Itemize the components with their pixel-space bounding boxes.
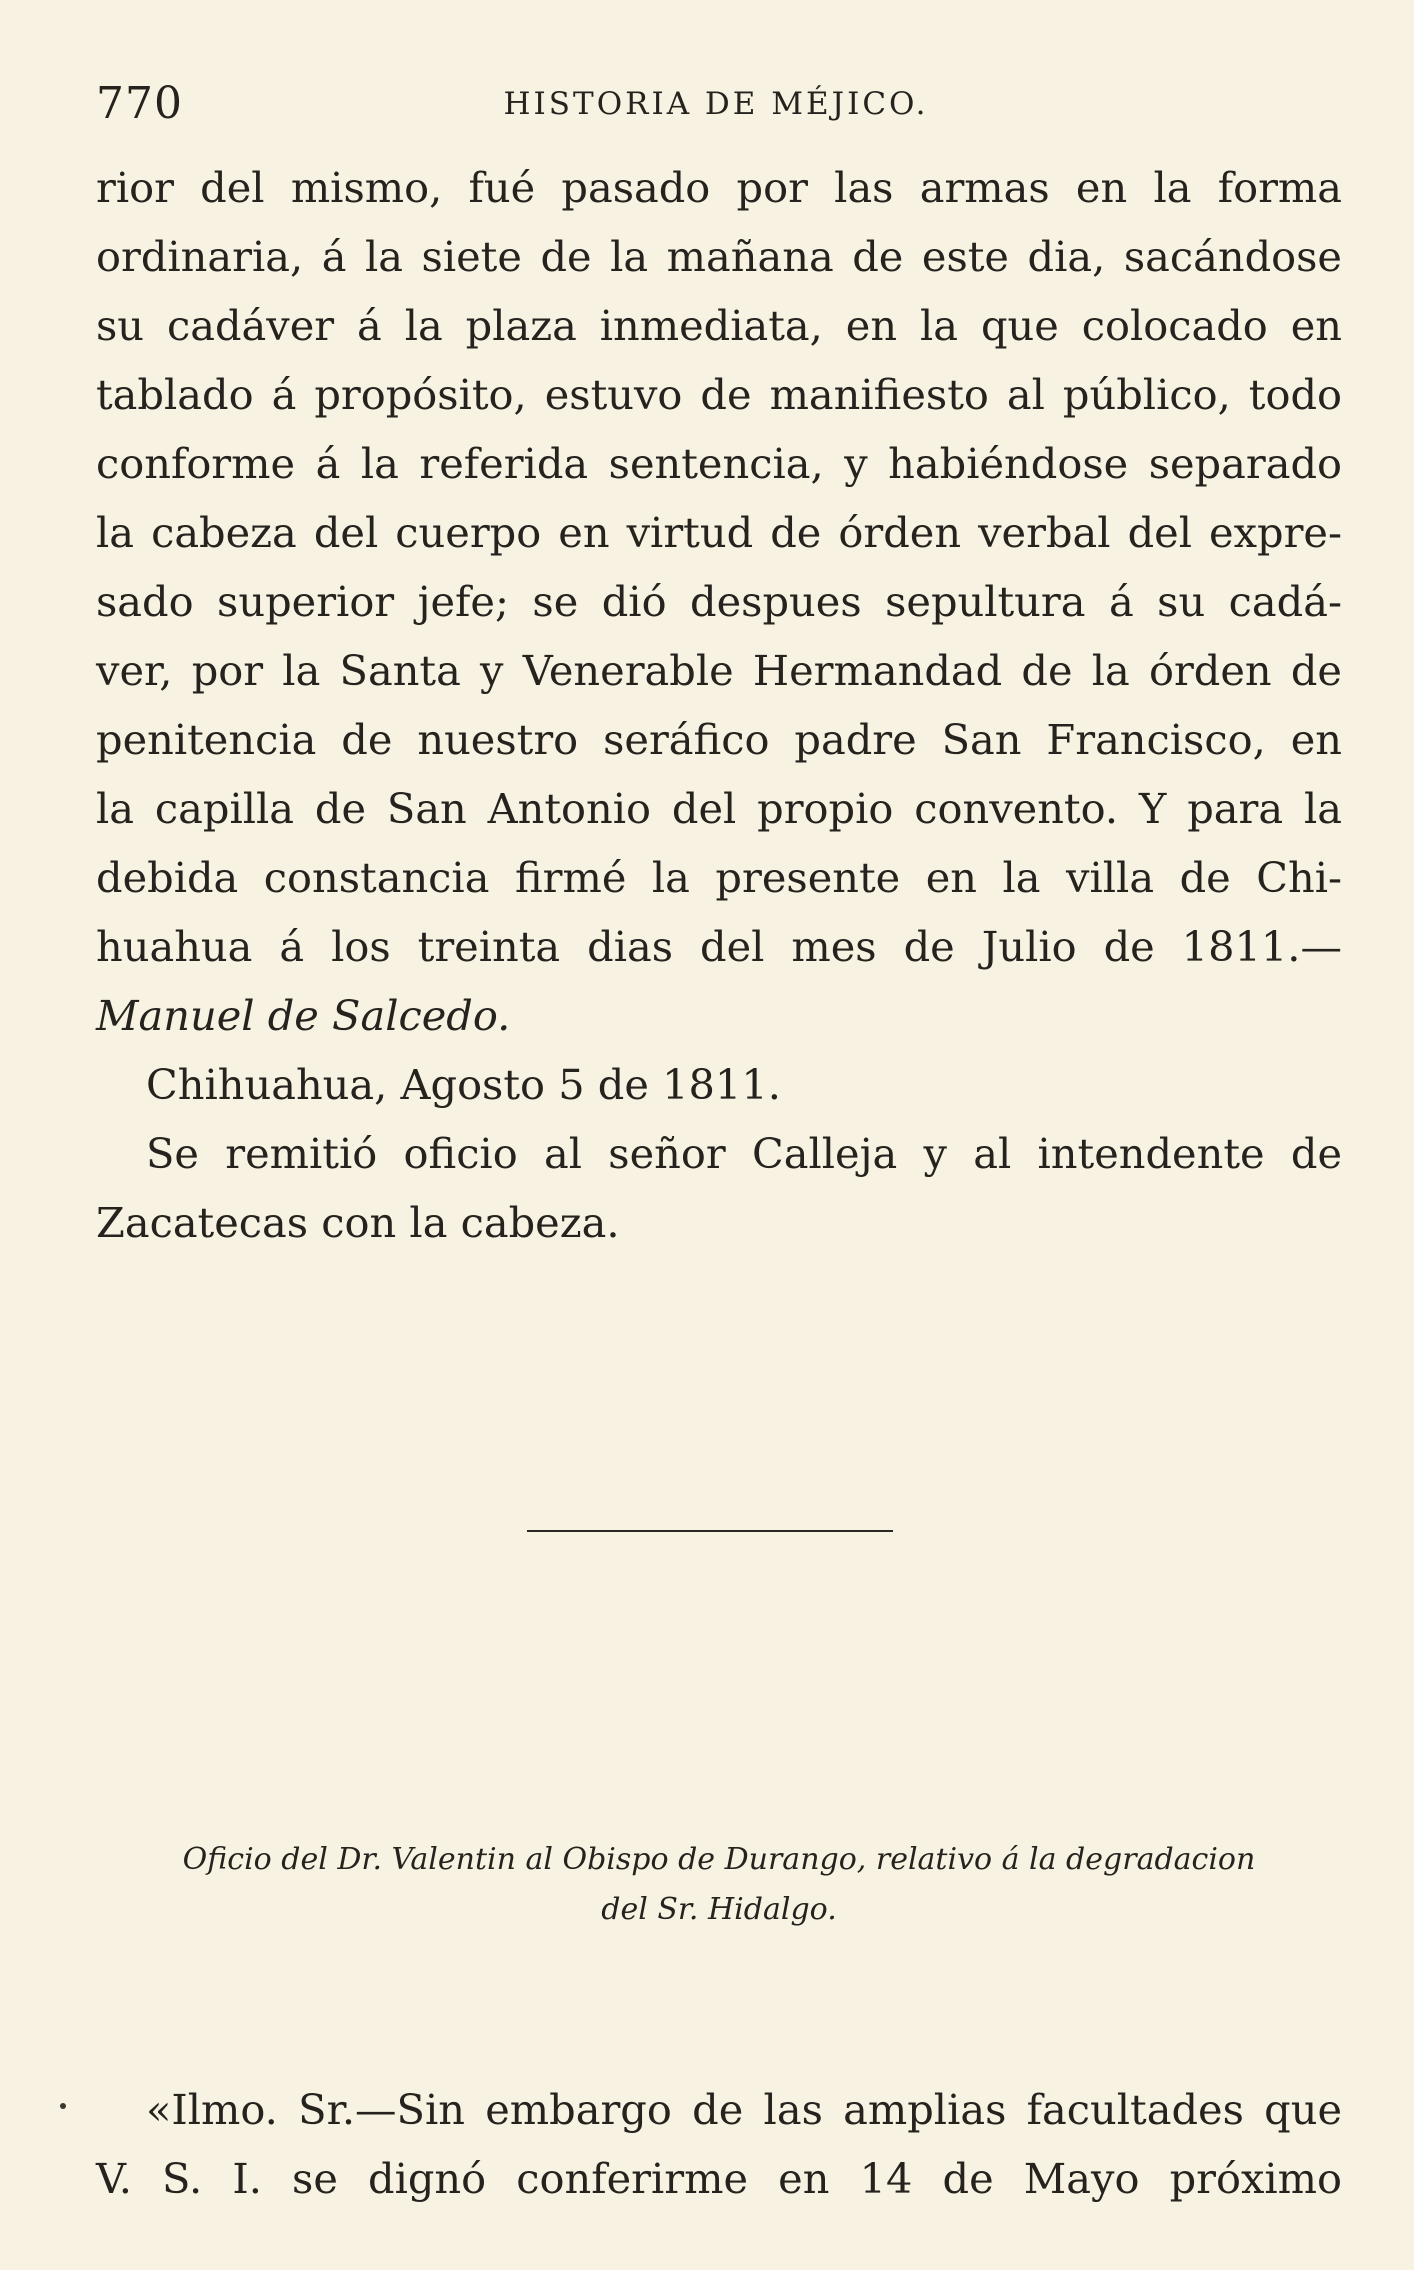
- body-line: sado superior jefe; se dió despues sepultura á su cadá-: [96, 577, 1342, 626]
- body-line: conforme á la referida sentencia, y habiéndose separado: [96, 439, 1342, 488]
- body-line: ordinaria, á la siete de la mañana de este dia, sacándose: [96, 232, 1342, 281]
- body-line: su cadáver á la plaza inmediata, en la que colocado en: [96, 301, 1342, 350]
- body-line: huahua á los treinta dias del mes de Julio de 1811.—: [96, 922, 1342, 971]
- letter-line: «Ilmo. Sr.—Sin embargo de las amplias facultades que: [146, 2085, 1342, 2134]
- body-line: penitencia de nuestro seráfico padre San Francisco, en: [96, 715, 1342, 764]
- remit-line: Se remitió oficio al señor Calleja y al intendente de: [146, 1129, 1342, 1178]
- letter-paragraph: [96, 2075, 1342, 2213]
- running-head: [96, 78, 1336, 138]
- body-line: rior del mismo, fué pasado por las armas en la forma: [96, 163, 1342, 212]
- body-line: tablado á propósito, estuvo de manifiesto al público, todo: [96, 370, 1342, 419]
- date-line: Chihuahua, Agosto 5 de 1811.: [146, 1060, 781, 1109]
- page-number: 770: [96, 78, 183, 129]
- body-line: debida constancia firmé la presente en la villa de Chi-: [96, 853, 1342, 902]
- section-heading-line: del Sr. Hidalgo.: [601, 1892, 837, 1927]
- body-paragraph: [96, 153, 1342, 1257]
- remit-line: Zacatecas con la cabeza.: [96, 1198, 620, 1247]
- body-line: ver, por la Santa y Venerable Hermandad de la órden de: [96, 646, 1342, 695]
- signature: Manuel de Salcedo.: [96, 991, 511, 1040]
- section-heading: [96, 1835, 1342, 1935]
- letter-line: V. S. I. se dignó conferirme en 14 de Mayo próximo: [96, 2154, 1342, 2203]
- body-line: la capilla de San Antonio del propio convento. Y para la: [96, 784, 1342, 833]
- running-title: HISTORIA DE MÉJICO.: [503, 86, 929, 122]
- section-heading-line: Oficio del Dr. Valentin al Obispo de Durango, relativo á la degradacion: [182, 1842, 1256, 1877]
- section-divider: [527, 1530, 893, 1532]
- body-line: la cabeza del cuerpo en virtud de órden verbal del expre-: [96, 508, 1342, 557]
- margin-dot: [60, 2103, 66, 2109]
